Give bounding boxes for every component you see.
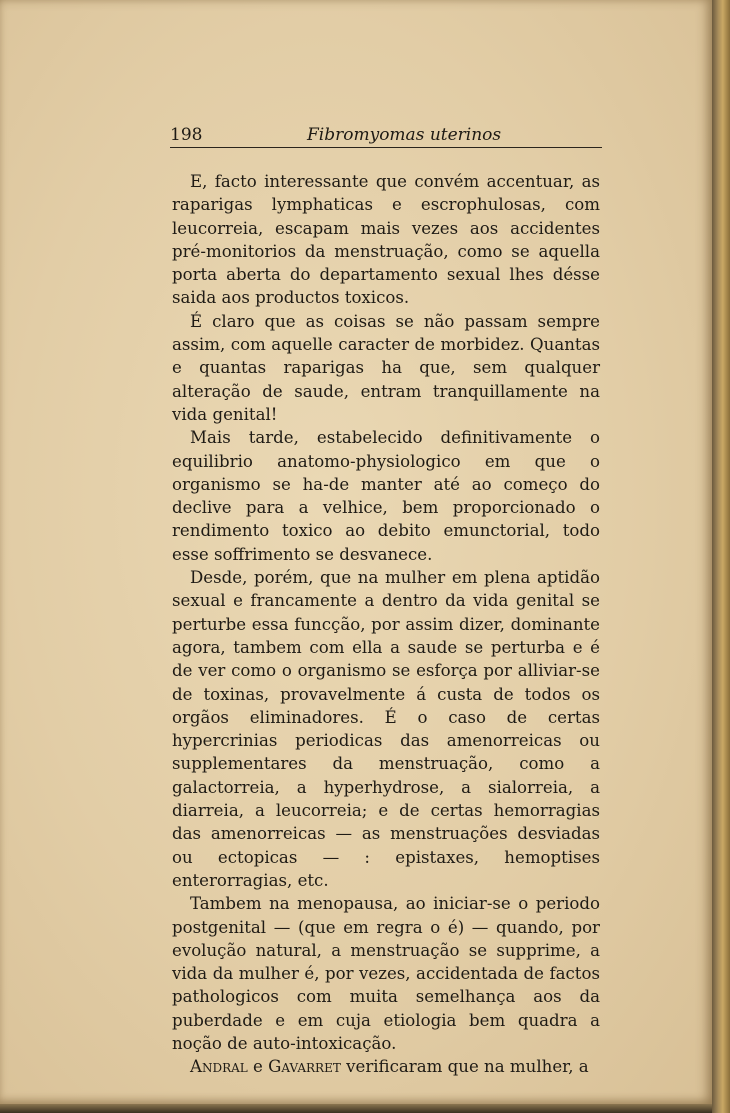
paragraph: E, facto interessante que convém accentuar, as raparigas lymphaticas e escrophulosas, com leucorreia, escapam mais vezes aos accidentes pré-monitorios da menstruação, como se aquella porta aberta do departamento sexual lhes désse saida aos productos toxicos. — [172, 172, 600, 308]
paragraph: É claro que as coisas se não passam sempre assim, com aquelle caracter de morbidez. Quantas e quantas raparigas ha que, sem qualquer alteração de saude, entram tranquillamente na vida genital! — [172, 311, 600, 424]
author-name: Andral — [190, 1057, 248, 1077]
page-number: 198 — [170, 125, 203, 145]
running-title: Fibromyomas uterinos — [307, 125, 502, 145]
body-text — [172, 170, 600, 1079]
paragraph-text: verificaram que na mulher, a — [340, 1057, 589, 1077]
book-edge — [712, 0, 730, 1113]
paragraph-last — [172, 1055, 600, 1078]
paragraph: Desde, porém, que na mulher em plena aptidão sexual e francamente a dentro da vida genital se perturbe essa funcção, por assim dizer, dominante agora, tambem com ella a saude se perturba e é de ver como o organismo se esforça por alliviar-se de toxinas, provavelmente á custa de todos os orgãos eliminadores. É o caso de certas hypercrinias periodicas das amenorreicas ou supplementares da menstruação, como a galactorreia, a hyperhydrose, a sialorreia, a diarreia, a leucorreia; e de certas hemorragias das amenorreicas — as menstruações desviadas ou ectopicas — : epistaxes, hemoptises enterorragias, etc. — [172, 568, 600, 890]
paragraph: Mais tarde, estabelecido definitivamente o equilibrio anatomo-physiologico em que o organismo se ha-de manter até ao começo do declive para a velhice, bem proporcionado o rendimento toxico ao debito emunctorial, todo esse soffrimento se desvanece. — [172, 428, 600, 564]
author-name: Gavarret — [268, 1057, 341, 1077]
page-header — [170, 125, 602, 148]
conjunction: e — [247, 1057, 269, 1077]
paragraph: Tambem na menopausa, ao iniciar-se o periodo postgenital — (que em regra o é) — quando, por evolução natural, a menstruação se supprime, a vida da mulher é, por vezes, accidentada de factos pathologicos com muita semelhança aos da puberdade e em cuja etiologia bem quadra a noção de auto-intoxicação. — [172, 894, 600, 1053]
page-bottom-edge — [0, 1104, 712, 1113]
